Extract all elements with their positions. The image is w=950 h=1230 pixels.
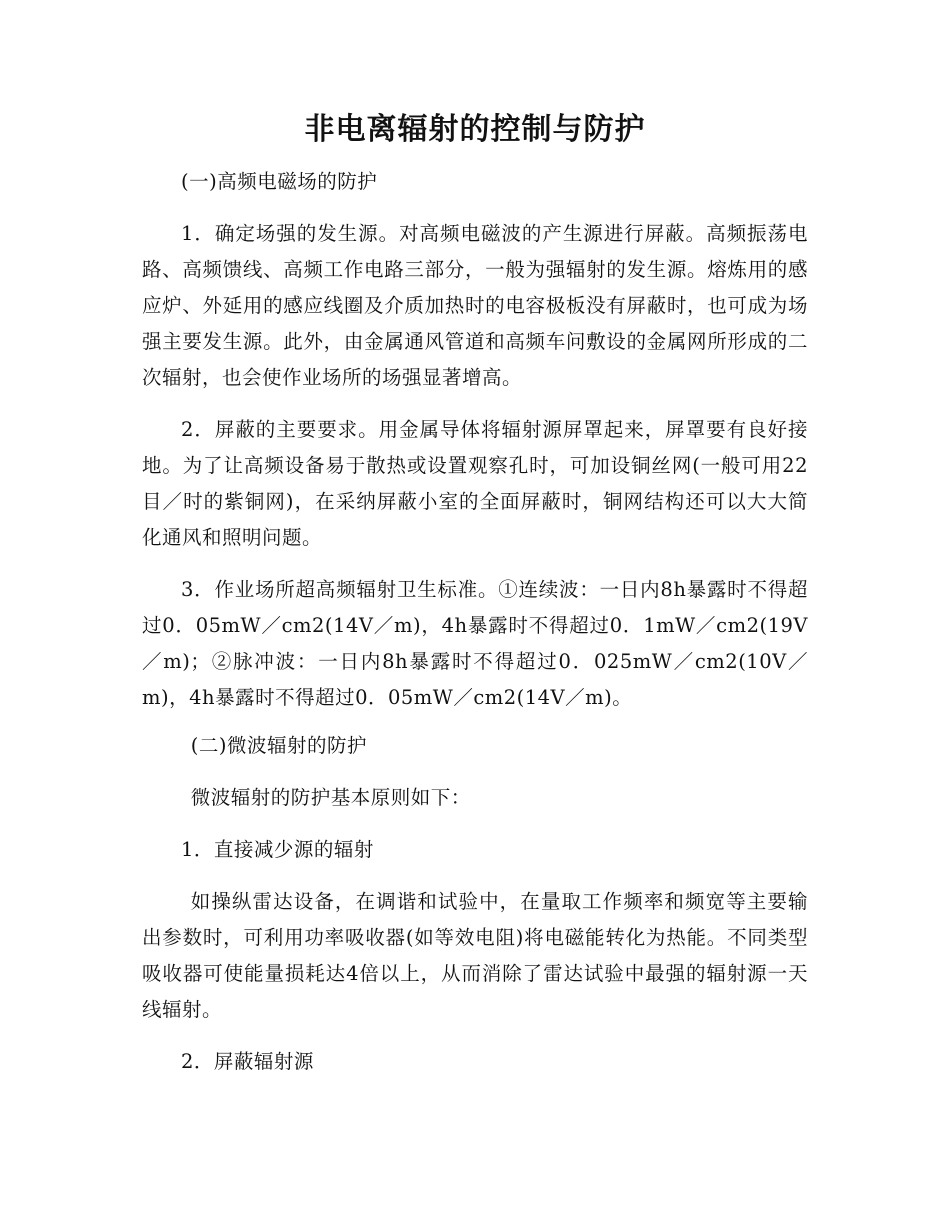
- paragraph-hygiene-standard: 3．作业场所超高频辐射卫生标准。①连续波：一日内8h暴露时不得超过0．05mW／cm2(14V／m)，4h暴露时不得超过0．1mW／cm2(19V／m)；②脉冲波：一日内8h暴露时不得超过0．025mW／cm2(10V／m)，4h暴露时不得超过0．05mW／cm2(14V／m)。: [142, 578, 808, 709]
- paragraph-microwave-principles: 微波辐射的防护基本原则如下：: [190, 786, 471, 809]
- subheading-shield-source: 2．屏蔽辐射源: [181, 1050, 314, 1073]
- section-heading-microwave: (二)微波辐射的防护: [190, 734, 367, 757]
- paragraph-field-source: 1．确定场强的发生源。对高频电磁波的产生源进行屏蔽。高频振荡电路、高频馈线、高频工作电路三部分，一般为强辐射的发生源。熔炼用的感应炉、外延用的感应线圈及介质加热时的电容极板没有屏蔽时，也可成为场强主要发生源。此外，由金属通风管道和高频车问敷设的金属网所形成的二次辐射，也会使作业场所的场强显著增高。: [142, 222, 808, 389]
- paragraph-shielding-requirements: 2．屏蔽的主要要求。用金属导体将辐射源屏罩起来，屏罩要有良好接地。为了让高频设备易于散热或设置观察孔时，可加设铜丝网(一般可用22目／时的紫铜网)，在采纳屏蔽小室的全面屏蔽时，铜网结构还可以大大简化通风和照明问题。: [142, 418, 808, 549]
- document-title: 非电离辐射的控制与防护: [304, 112, 646, 147]
- subheading-reduce-source: 1．直接减少源的辐射: [181, 838, 374, 861]
- paragraph-radar-example: 如操纵雷达设备，在调谐和试验中，在量取工作频率和频宽等主要输出参数时，可利用功率吸收器(如等效电阻)将电磁能转化为热能。不同类型吸收器可使能量损耗达4倍以上，从而消除了雷达试验中最强的辐射源一天线辐射。: [142, 890, 808, 1021]
- section-heading-high-frequency: (一)高频电磁场的防护: [181, 170, 378, 193]
